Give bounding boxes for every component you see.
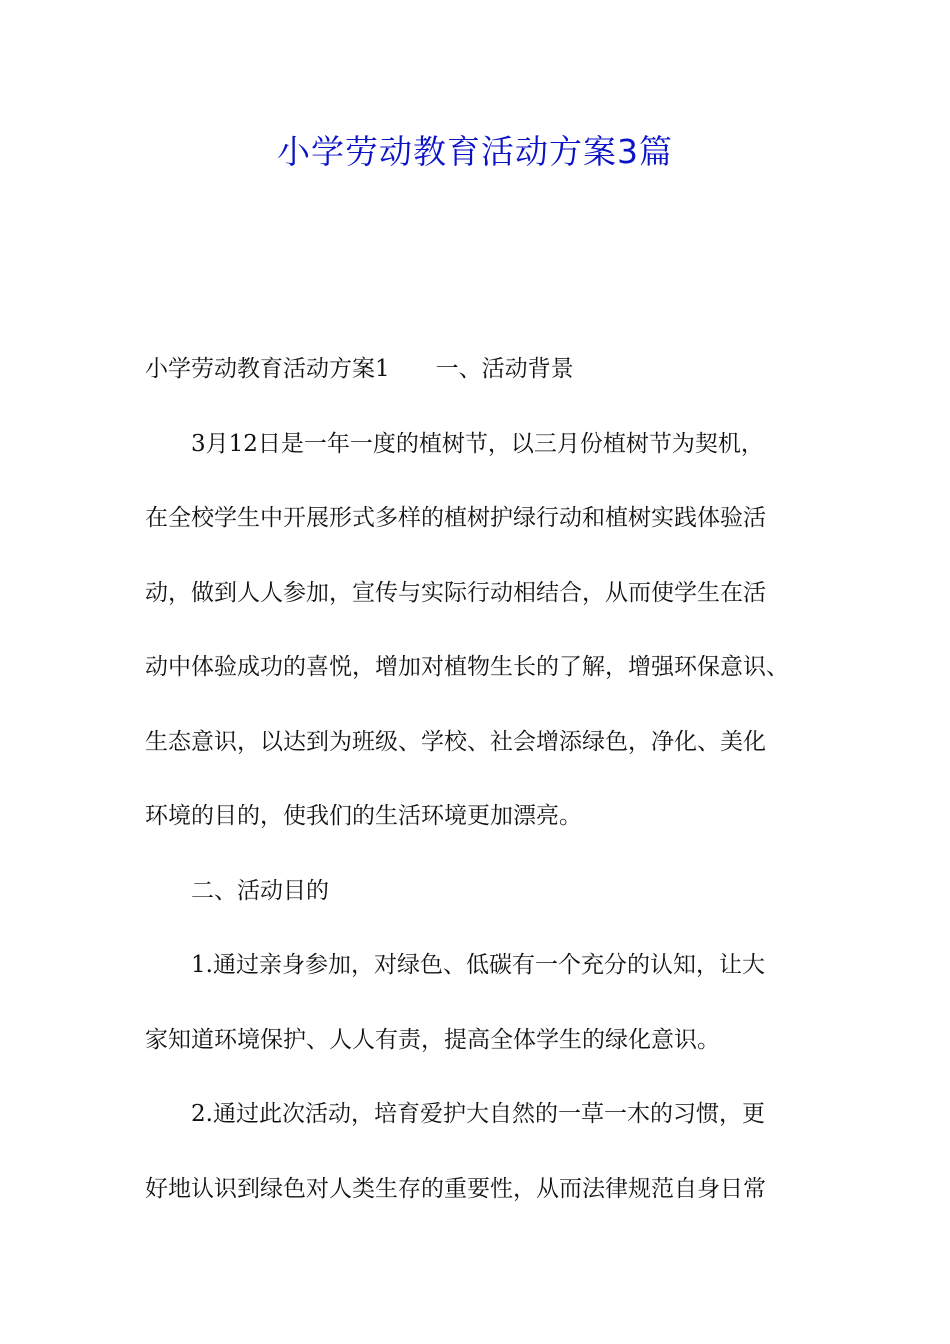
paragraph-line: 家知道环境保护、人人有责，提高全体学生的绿化意识。 (145, 1026, 720, 1053)
paragraph-line: 1.通过亲身参加，对绿色、低碳有一个充分的认知，让大 (191, 952, 765, 978)
paragraph-line: 在全校学生中开展形式多样的植树护绿行动和植树实践体验活 (145, 505, 766, 531)
document-body (145, 332, 811, 1226)
section-heading-background: 一、活动背景 (435, 356, 574, 382)
paragraph-line: 3月12日是一年一度的植树节，以三月份植树节为契机， (191, 430, 764, 457)
paragraph-line: 动中体验成功的喜悦，增加对植物生长的了解，增强环保意识、 (145, 654, 789, 680)
paragraph-line: 动，做到人人参加，宣传与实际行动相结合，从而使学生在活 (145, 579, 766, 606)
document-title: 小学劳动教育活动方案3篇 (277, 132, 673, 171)
paragraph-line: 环境的目的，使我们的生活环境更加漂亮。 (145, 803, 582, 829)
section-heading-plan-1: 小学劳动教育活动方案1 (145, 356, 390, 382)
paragraph-line: 生态意识，以达到为班级、学校、社会增添绿色，净化、美化 (145, 728, 766, 755)
section-heading-purpose: 二、活动目的 (191, 877, 329, 904)
paragraph-line: 好地认识到绿色对人类生存的重要性，从而法律规范自身日常 (145, 1175, 766, 1202)
paragraph-line (145, 332, 811, 407)
paragraph-line: 2.通过此次活动，培育爱护大自然的一草一木的习惯，更 (191, 1101, 765, 1127)
